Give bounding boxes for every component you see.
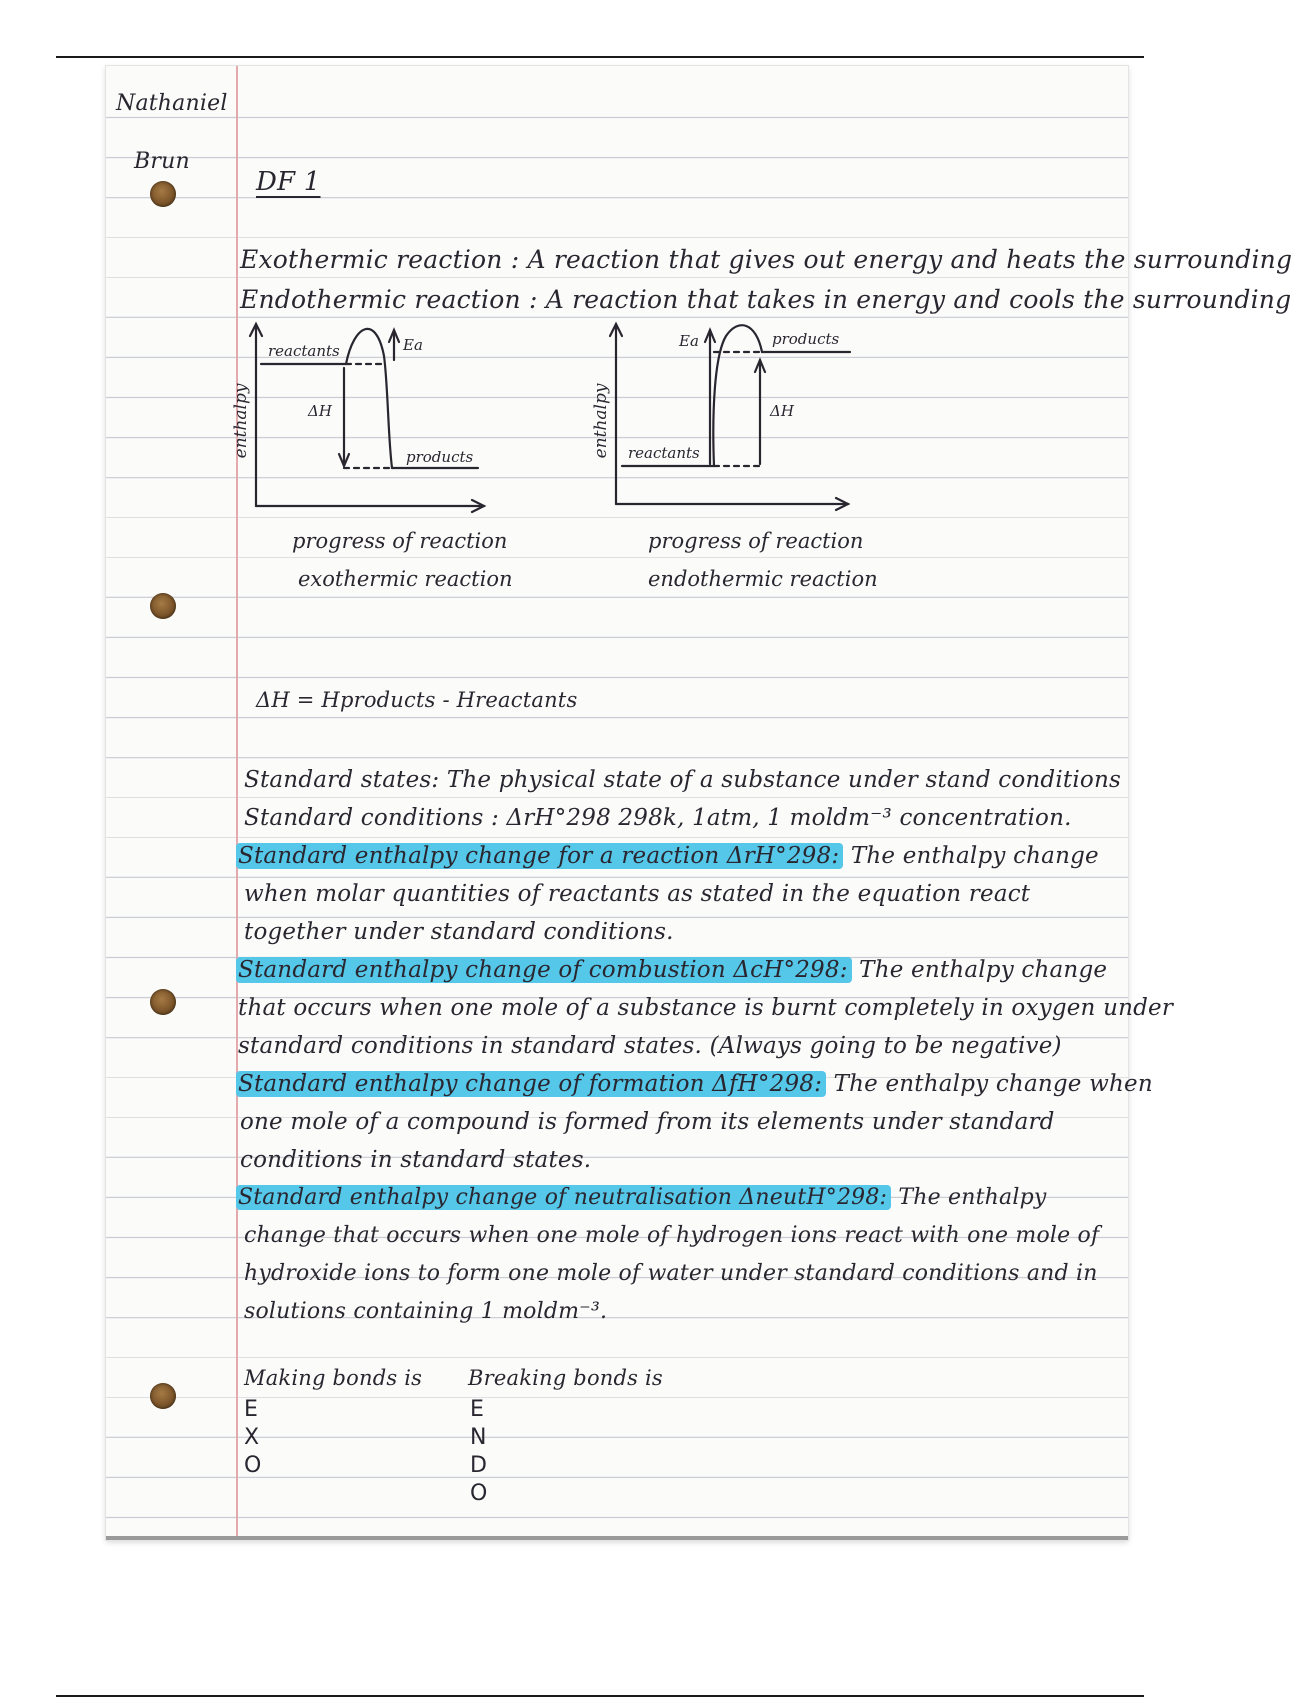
endo-x-label: progress of reaction <box>648 529 864 553</box>
punch-hole <box>150 989 176 1015</box>
top-rule <box>56 56 1144 58</box>
mnemonic-letter: D <box>470 1453 487 1478</box>
mnemonic-letter: E <box>470 1397 484 1422</box>
exo-caption: exothermic reaction <box>298 567 513 591</box>
formation-line-2: one mole of a compound is formed from its elements under standard <box>240 1109 1055 1135</box>
exothermic-diagram <box>216 316 513 606</box>
exo-ea-label: Ea <box>403 336 423 354</box>
author-last-name: Brun <box>134 149 190 174</box>
neutralisation-line-2: change that occurs when one mole of hydrogen ions react with one mole of <box>244 1223 1100 1248</box>
margin-line <box>236 66 238 1536</box>
reaction-line-2: when molar quantities of reactants as stated in the equation react <box>244 881 1031 907</box>
standard-conditions: Standard conditions : ΔrH°298 298k, 1atm, 1 moldm⁻³ concentration. <box>244 805 1072 831</box>
enthalpy-formula: ΔH = Hproducts - Hreactants <box>256 688 578 712</box>
endo-caption: endothermic reaction <box>648 567 878 591</box>
endo-y-label: enthalpy <box>591 383 611 459</box>
exo-reactants-label: reactants <box>268 342 340 360</box>
breaking-bonds-label: Breaking bonds is <box>468 1366 663 1390</box>
exo-x-label: progress of reaction <box>292 529 508 553</box>
combustion-line-3: standard conditions in standard states. (Always going to be negative) <box>238 1033 1062 1059</box>
endo-ea-label: Ea <box>679 332 699 350</box>
neutralisation-line-1 <box>236 1182 1047 1214</box>
punch-hole <box>150 1383 176 1409</box>
combustion-text: The enthalpy change <box>859 957 1108 983</box>
exo-products-label: products <box>406 448 474 466</box>
punch-hole <box>150 181 176 207</box>
reaction-heading: Standard enthalpy change for a reaction ΔrH°298: <box>236 843 843 869</box>
author-first-name: Nathaniel <box>116 91 228 116</box>
formation-line-1 <box>236 1068 1153 1100</box>
endothermic-diagram <box>586 316 886 606</box>
combustion-heading: Standard enthalpy change of combustion ΔcH°298: <box>236 957 852 983</box>
endo-dh-label: ΔH <box>770 402 794 420</box>
mnemonic-letter: O <box>470 1481 488 1506</box>
notebook-page <box>106 66 1292 1540</box>
formation-line-3: conditions in standard states. <box>240 1147 592 1173</box>
standard-states: Standard states: The physical state of a substance under stand conditions <box>244 767 1121 793</box>
exo-mnemonic <box>244 1396 261 1480</box>
exo-curve <box>346 329 392 468</box>
mnemonic-letter: O <box>244 1453 262 1478</box>
endothermic-definition: Endothermic reaction : A reaction that takes in energy and cools the surrounding <box>240 285 1292 314</box>
reaction-line-3: together under standard conditions. <box>244 919 674 945</box>
exothermic-definition: Exothermic reaction : A reaction that gives out energy and heats the surrounding <box>240 245 1292 274</box>
endo-mnemonic <box>470 1396 487 1508</box>
making-bonds-label: Making bonds is <box>244 1366 423 1390</box>
endo-reactants-label: reactants <box>628 444 700 462</box>
exo-dh-label: ΔH <box>308 402 332 420</box>
reaction-line-1 <box>236 840 1099 872</box>
page-title: DF 1 <box>256 167 321 197</box>
exo-y-label: enthalpy <box>231 383 251 459</box>
mnemonic-letter: E <box>244 1397 258 1422</box>
neutralisation-line-3: hydroxide ions to form one mole of water under standard conditions and in <box>244 1261 1098 1286</box>
neutralisation-text: The enthalpy <box>898 1185 1047 1210</box>
punch-hole <box>150 593 176 619</box>
mnemonic-letter: N <box>470 1425 487 1450</box>
combustion-line-2: that occurs when one mole of a substance is burnt completely in oxygen under <box>238 995 1174 1021</box>
neutralisation-heading: Standard enthalpy change of neutralisation ΔneutH°298: <box>236 1185 891 1210</box>
neutralisation-line-4: solutions containing 1 moldm⁻³. <box>244 1299 608 1324</box>
formation-text: The enthalpy change when <box>833 1071 1153 1097</box>
formation-heading: Standard enthalpy change of formation ΔfH°298: <box>236 1071 826 1097</box>
endo-curve <box>713 325 762 466</box>
combustion-line-1 <box>236 954 1107 986</box>
reaction-text: The enthalpy change <box>850 843 1099 869</box>
bottom-rule <box>56 1695 1144 1697</box>
mnemonic-letter: X <box>244 1425 260 1450</box>
endo-products-label: products <box>772 330 840 348</box>
